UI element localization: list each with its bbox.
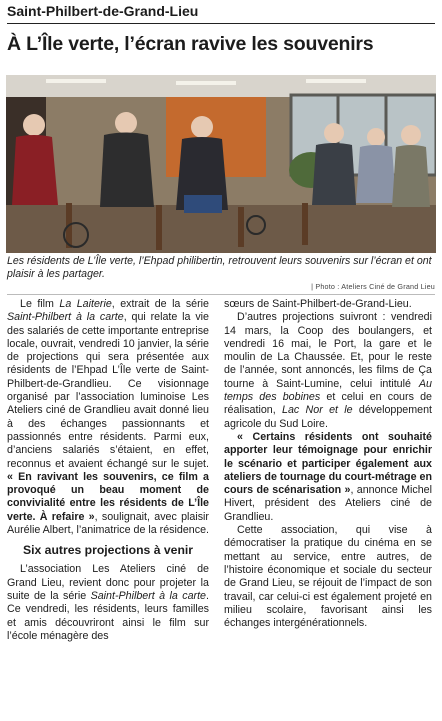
- paragraph-text: . Ce vendredi, les résidents, leurs familles et amis découvriront ainsi le film sur l’école ménagère des: [7, 589, 209, 642]
- series-title: Saint-Philbert à la carte: [90, 589, 207, 602]
- series-title: Saint-Philbert à la carte: [7, 311, 124, 324]
- paragraph-text: L’association Les Ateliers ciné de Grand Lieu, revient donc pour projeter la suite de la série: [7, 563, 209, 602]
- quote: « En ravivant les souvenirs, ce film a provoqué un beau moment de convivialité entre les résidents de L’Île verte. À refaire »: [7, 470, 209, 523]
- article-headline: À L’Île verte, l’écran ravive les souvenirs: [7, 33, 374, 55]
- quote: « Certains résidents ont souhaité apporter leur témoignage pour enrichir le scénario et participer également aux ateliers de tournage du court-métrage en cours de scénarisation »: [224, 430, 432, 497]
- paragraph-text: et celui en cours de réalisation,: [224, 391, 432, 417]
- paragraph: [7, 563, 209, 643]
- paragraph: [224, 431, 432, 524]
- paragraph: [224, 311, 432, 431]
- subheading: Six autres projections à venir: [23, 543, 194, 558]
- paragraph-text: , qui relate la vie des salariés de cette importante entreprise locale, ouvrait, vendredi 10 janvier, la série de projections qui sera présentée aux résidents de l’Ehpad L’Île verte de Saint-Philbert-de-Grandlieu. Ce visionnage organisé par l’association luminoise Les Ateliers ciné de Grandlieu avait donné lieu à des échanges passionnants et passionnés entre résidents. Parmi eux, d’anciens salariés s’étaient, en effet, reconnus et avaient échangé sur le sujet.: [7, 311, 209, 470]
- article-column-right: [224, 298, 432, 630]
- film-title: Au temps des bobines: [224, 377, 432, 404]
- article-column-left: [7, 298, 209, 643]
- article-photo: [6, 75, 436, 253]
- divider: [7, 294, 435, 295]
- photo-caption: Les résidents de L’Île verte, l’Ehpad philibertin, retrouvent leurs souvenirs sur l’écran et ont plaisir à les partager.: [7, 255, 432, 280]
- location-header: Saint-Philbert-de-Grand-Lieu: [7, 2, 435, 24]
- paragraph-text: D’autres projections suivront : vendredi 14 mars, la Coop des boulangers, et vendredi 16 mai, le Port, la gare et le moulin de La Chaussée. Et, pour le reste de l’année, sont annoncés, les films de Ça tourne à Saint-Lumine, celui intitulé: [224, 311, 432, 390]
- paragraph: sœurs de Saint-Philbert-de-Grand-Lieu.: [224, 298, 412, 310]
- film-title: La Laiterie: [59, 298, 112, 310]
- film-title: Lac Nor et le: [282, 404, 353, 417]
- paragraph: [7, 298, 209, 537]
- paragraph-text: , annonce Michel Hivert, président des Ateliers ciné de Grandlieu.: [224, 484, 432, 523]
- photo-illustration: [6, 75, 436, 253]
- paragraph: Cette association, qui vise à démocratiser la pratique du cinéma en se mettant au service, entre autres, de l’histoire économique et sociale du secteur de Grand Lieu, se réjouit de l’impact de son travail, car celui-ci est également projeté en milieu scolaire, favorisant ainsi les échanges intergénérationnels.: [224, 524, 432, 630]
- paragraph-text: , soulignait, avec plaisir Aurélie Albert, l’animatrice de la résidence.: [7, 510, 209, 537]
- paragraph-text: Le film: [20, 298, 60, 310]
- photo-credit: | Photo : Ateliers Ciné de Grand Lieu: [311, 282, 435, 291]
- paragraph-text: , extrait de la série: [111, 298, 209, 310]
- paragraph-text: développement agricole du Sud Loire.: [224, 404, 433, 430]
